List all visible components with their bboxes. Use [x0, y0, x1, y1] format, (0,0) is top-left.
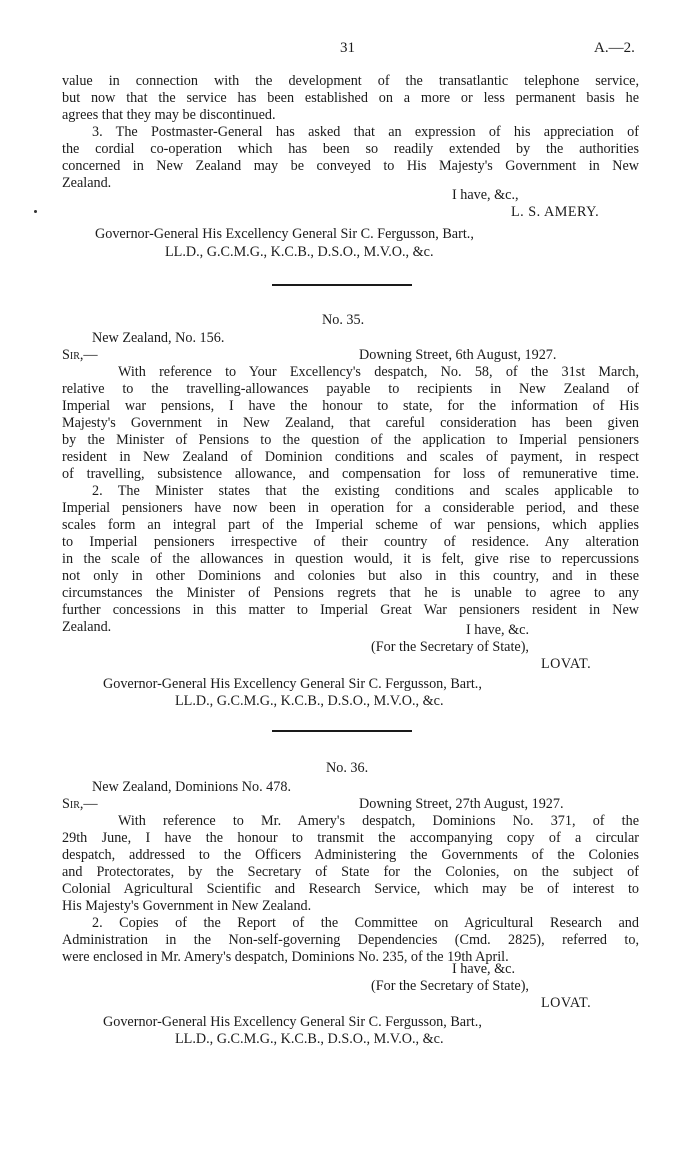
body-line: the cordial co-operation which has been so readily extended by the authorities: [62, 141, 639, 157]
body-line: With reference to Your Excellency's despatch, No. 58, of the 31st March,: [118, 364, 639, 380]
body-line: and Protectorates, by the Secretary of State for the Colonies, on the subject of: [62, 864, 639, 880]
body-line: Zealand.: [62, 619, 112, 635]
despatch-ref: New Zealand, No. 156.: [92, 330, 225, 346]
body-line: value in connection with the development of the transatlantic telephone service,: [62, 73, 639, 89]
body-line: circumstances the Minister of Pensions regrets that he is unable to agree to any: [62, 585, 639, 601]
closing: I have, &c.,: [452, 187, 519, 203]
signature: L. S. AMERY.: [511, 204, 600, 220]
body-line: 29th June, I have the honour to transmit the accompanying copy of a circular: [62, 830, 639, 846]
body-line: were enclosed in Mr. Amery's despatch, Dominions No. 235, of the 19th April.: [62, 949, 509, 965]
despatch-ref: New Zealand, Dominions No. 478.: [92, 779, 291, 795]
body-line: despatch, addressed to the Officers Administering the Governments of the Colonies: [62, 847, 639, 863]
body-line: relative to the travelling-allowances payable to recipients in New Zealand of: [62, 381, 639, 397]
margin-mark: [34, 210, 37, 213]
for-secretary: (For the Secretary of State),: [371, 978, 529, 994]
body-line: Colonial Agricultural Scientific and Research Service, which may be of interest to: [62, 881, 639, 897]
body-line: 2. The Minister states that the existing conditions and scales applicable to: [92, 483, 639, 499]
section-divider: [272, 284, 412, 286]
body-line: resident in New Zealand of Dominion conditions and scales of payment, in respect: [62, 449, 639, 465]
page-number: 31: [340, 40, 355, 56]
addressee-line-1: Governor-General His Excellency General Sir C. Fergusson, Bart.,: [95, 226, 474, 242]
despatch-heading: No. 36.: [326, 760, 369, 776]
document-reference: A.—2.: [594, 40, 635, 56]
despatch-heading: No. 35.: [322, 312, 365, 328]
body-line: Imperial war pensions, I have the honour to state, for the information of His: [62, 398, 639, 414]
addressee-line-2: LL.D., G.C.M.G., K.C.B., D.S.O., M.V.O., &c.: [175, 693, 444, 709]
addressee-line-1: Governor-General His Excellency General Sir C. Fergusson, Bart.,: [103, 676, 482, 692]
closing: I have, &c.: [466, 622, 530, 638]
body-line: but now that the service has been established on a more or less permanent basis he: [62, 90, 639, 106]
salutation: Sir,—: [62, 796, 98, 812]
addressee-line-1: Governor-General His Excellency General Sir C. Fergusson, Bart.,: [103, 1014, 482, 1030]
body-line: not only in other Dominions and colonies but also in this country, and in these: [62, 568, 639, 584]
body-line: His Majesty's Government in New Zealand.: [62, 898, 312, 914]
body-line: 2. Copies of the Report of the Committee on Agricultural Research and: [92, 915, 639, 931]
closing: I have, &c.: [452, 961, 516, 977]
body-line: concerned in New Zealand may be conveyed to His Majesty's Government in New: [62, 158, 639, 174]
section-divider: [272, 730, 412, 732]
body-line: Administration in the Non-self-governing Dependencies (Cmd. 2825), referred to,: [62, 932, 639, 948]
body-line: Zealand.: [62, 175, 112, 191]
for-secretary: (For the Secretary of State),: [371, 639, 529, 655]
body-line: Majesty's Government in New Zealand, that careful consideration has been given: [62, 415, 639, 431]
body-line: scales form an integral part of the Imperial scheme of war pensions, which applies: [62, 517, 639, 533]
body-line: in the scale of the allowances in question would, it is felt, give rise to repercussions: [62, 551, 639, 567]
salutation: Sir,—: [62, 347, 98, 363]
body-line: 3. The Postmaster-General has asked that an expression of his appreciation of: [92, 124, 639, 140]
body-line: agrees that they may be discontinued.: [62, 107, 276, 123]
address-date: Downing Street, 6th August, 1927.: [359, 347, 557, 363]
body-line: of travelling, subsistence allowance, and compensation for loss of remunerative time.: [62, 466, 639, 482]
address-date: Downing Street, 27th August, 1927.: [359, 796, 564, 812]
body-line: Imperial pensioners have now been in operation for a considerable period, and these: [62, 500, 639, 516]
addressee-line-2: LL.D., G.C.M.G., K.C.B., D.S.O., M.V.O., &c.: [175, 1031, 444, 1047]
body-line: further concessions in this matter to Imperial Great War pensioners resident in New: [62, 602, 639, 618]
addressee-line-2: LL.D., G.C.M.G., K.C.B., D.S.O., M.V.O., &c.: [165, 244, 434, 260]
signature: LOVAT.: [541, 995, 592, 1011]
signature: LOVAT.: [541, 656, 592, 672]
body-line: to Imperial pensioners irrespective of their country of residence. Any alteration: [62, 534, 639, 550]
body-line: by the Minister of Pensions to the question of the application to Imperial pensioners: [62, 432, 639, 448]
body-line: With reference to Mr. Amery's despatch, Dominions No. 371, of the: [118, 813, 639, 829]
